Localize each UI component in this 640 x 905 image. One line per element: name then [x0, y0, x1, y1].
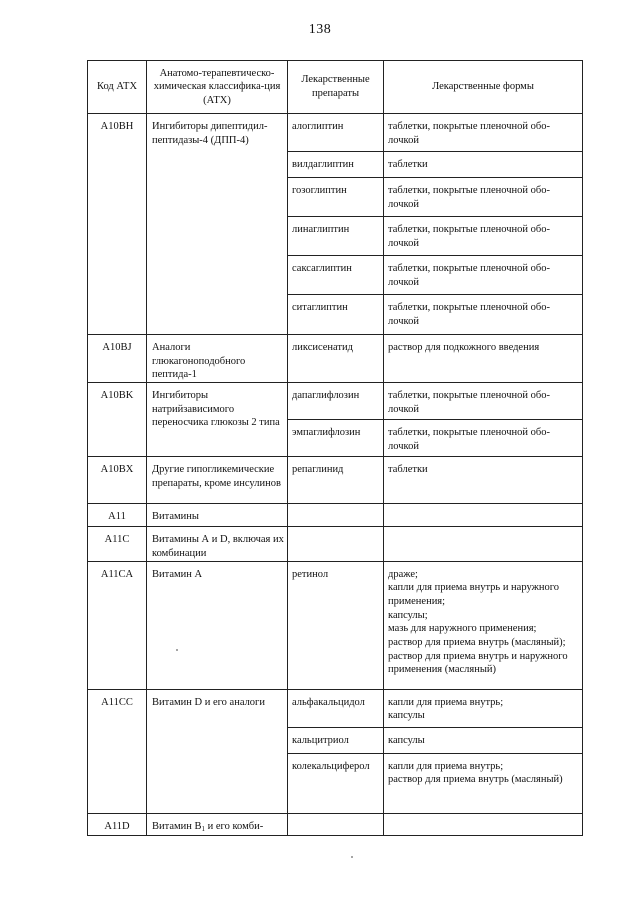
dosage-form-line: капсулы — [388, 710, 425, 722]
classification-cell: Другие гипогликемические препараты, кроме инсулинов — [147, 457, 288, 504]
dosage-forms-cell — [384, 256, 583, 295]
dosage-form-line: таблетки, покрытые пленочной обо-лочкой — [388, 121, 550, 146]
drug-name-cell: репаглинид — [288, 457, 384, 504]
dosage-form-line: таблетки, покрытые пленочной обо-лочкой — [388, 389, 550, 415]
dosage-forms-cell — [384, 335, 583, 383]
drug-name-cell: эмпаглифлозин — [288, 420, 384, 457]
dosage-forms-cell — [384, 753, 583, 813]
dosage-forms-cell — [384, 813, 583, 835]
atx-code-cell: A10BJ — [88, 335, 147, 383]
dosage-form-line: таблетки, покрытые пленочной обо-лочкой — [388, 263, 550, 288]
classification-text-tail: и его комби- — [205, 820, 264, 832]
dosage-form-line: таблетки, покрытые пленочной обо-лочкой — [388, 185, 550, 210]
table-row — [88, 689, 583, 727]
atx-code-cell: A11C — [88, 527, 147, 561]
dosage-form-line: раствор для приема внутрь и наружного применения (масляный) — [388, 650, 568, 676]
classification-cell: Ингибиторы натрийзависимого переносчика глюкозы 2 типа — [147, 382, 288, 457]
dosage-form-line: раствор для приема внутрь (масляный); — [388, 636, 566, 648]
dosage-forms-cell — [384, 727, 583, 753]
dosage-form-line: мазь для наружного применения; — [388, 623, 537, 635]
drug-name-cell — [288, 527, 384, 561]
dosage-forms-cell — [384, 152, 583, 178]
drug-name-cell: альфакальцидол — [288, 689, 384, 727]
dosage-forms-cell — [384, 689, 583, 727]
page-number: 138 — [308, 22, 332, 37]
table-row — [88, 335, 583, 383]
atx-code-cell: A10BX — [88, 457, 147, 504]
table-row — [88, 813, 583, 835]
dosage-form-line: раствор для подкожного введения — [388, 342, 540, 353]
atx-code-cell: A11CA — [88, 561, 147, 689]
dosage-form-line: таблетки — [388, 464, 428, 476]
table-row — [88, 504, 583, 527]
drug-name-cell: алоглиптин — [288, 114, 384, 152]
dosage-form-line: таблетки, покрытые пленочной обо-лочкой — [388, 224, 550, 249]
drug-name-cell: ретинол — [288, 561, 384, 689]
classification-cell: Витамин А — [147, 561, 288, 689]
drug-name-cell: саксаглиптин — [288, 256, 384, 295]
dosage-forms-cell — [384, 527, 583, 561]
dosage-form-line: таблетки, покрытые пленочной обо-лочкой — [388, 302, 550, 327]
dosage-form-line: таблетки, покрытые пленочной обо-лочкой — [388, 427, 550, 452]
atx-code-cell: A11CC — [88, 689, 147, 813]
scan-speck — [351, 856, 353, 858]
dosage-forms-cell — [384, 420, 583, 457]
header-code: Код АТХ — [88, 61, 147, 114]
atx-code-cell: A11D — [88, 813, 147, 835]
dosage-form-line: капли для приема внутрь; — [388, 696, 504, 708]
header-forms: Лекарственные формы — [384, 61, 583, 114]
drug-name-cell: ликсисенатид — [288, 335, 384, 383]
atx-table — [87, 60, 583, 836]
drug-name-cell: дапаглифлозин — [288, 382, 384, 419]
classification-cell: Аналоги глюкагоноподобного пептида-1 — [147, 335, 288, 383]
header-classification: Анатомо-терапевтическо-химическая классифика-ция (АТХ) — [147, 61, 288, 114]
table-row — [88, 382, 583, 419]
table-header-row — [88, 61, 583, 114]
drug-name-cell: кальцитриол — [288, 727, 384, 753]
dosage-forms-cell — [384, 178, 583, 217]
drug-name-cell: линаглиптин — [288, 217, 384, 256]
dosage-forms-cell — [384, 217, 583, 256]
classification-cell: Витамины А и D, включая их комбинации — [147, 527, 288, 561]
dosage-forms-cell — [384, 114, 583, 152]
table-row — [88, 527, 583, 561]
dosage-form-line: капли для приема внутрь; — [388, 760, 504, 772]
dosage-form-line: капсулы; — [388, 609, 428, 621]
dosage-forms-cell — [384, 504, 583, 527]
table-row — [88, 114, 583, 152]
drug-name-cell: гозоглиптин — [288, 178, 384, 217]
table-row — [88, 561, 583, 689]
drug-name-cell: колекальциферол — [288, 753, 384, 813]
atx-code-cell: A10BH — [88, 114, 147, 335]
table-row — [88, 457, 583, 504]
dosage-form-line: таблетки — [388, 159, 428, 170]
atx-code-cell: A10BK — [88, 382, 147, 457]
scan-speck — [176, 649, 178, 651]
drug-name-cell: ситаглиптин — [288, 295, 384, 335]
dosage-forms-cell — [384, 561, 583, 689]
classification-cell: Витамин D и его аналоги — [147, 689, 288, 813]
classification-cell — [147, 813, 288, 835]
dosage-form-line: капли для приема внутрь и наружного применения; — [388, 582, 559, 608]
dosage-forms-cell — [384, 382, 583, 419]
drug-name-cell — [288, 813, 384, 835]
classification-cell: Витамины — [147, 504, 288, 527]
classification-text: Витамин B — [152, 820, 202, 832]
dosage-forms-cell — [384, 457, 583, 504]
drug-name-cell — [288, 504, 384, 527]
dosage-form-line: раствор для приема внутрь (масляный) — [388, 774, 563, 786]
dosage-forms-cell — [384, 295, 583, 335]
classification-subscript: 1 — [201, 824, 206, 833]
dosage-form-line: капсулы — [388, 734, 425, 746]
header-drugs: Лекарственные препараты — [288, 61, 384, 114]
classification-cell: Ингибиторы дипептидил-пептидазы-4 (ДПП-4) — [147, 114, 288, 335]
atx-code-cell: A11 — [88, 504, 147, 527]
dosage-form-line: драже; — [388, 568, 418, 580]
drug-name-cell: вилдаглиптин — [288, 152, 384, 178]
